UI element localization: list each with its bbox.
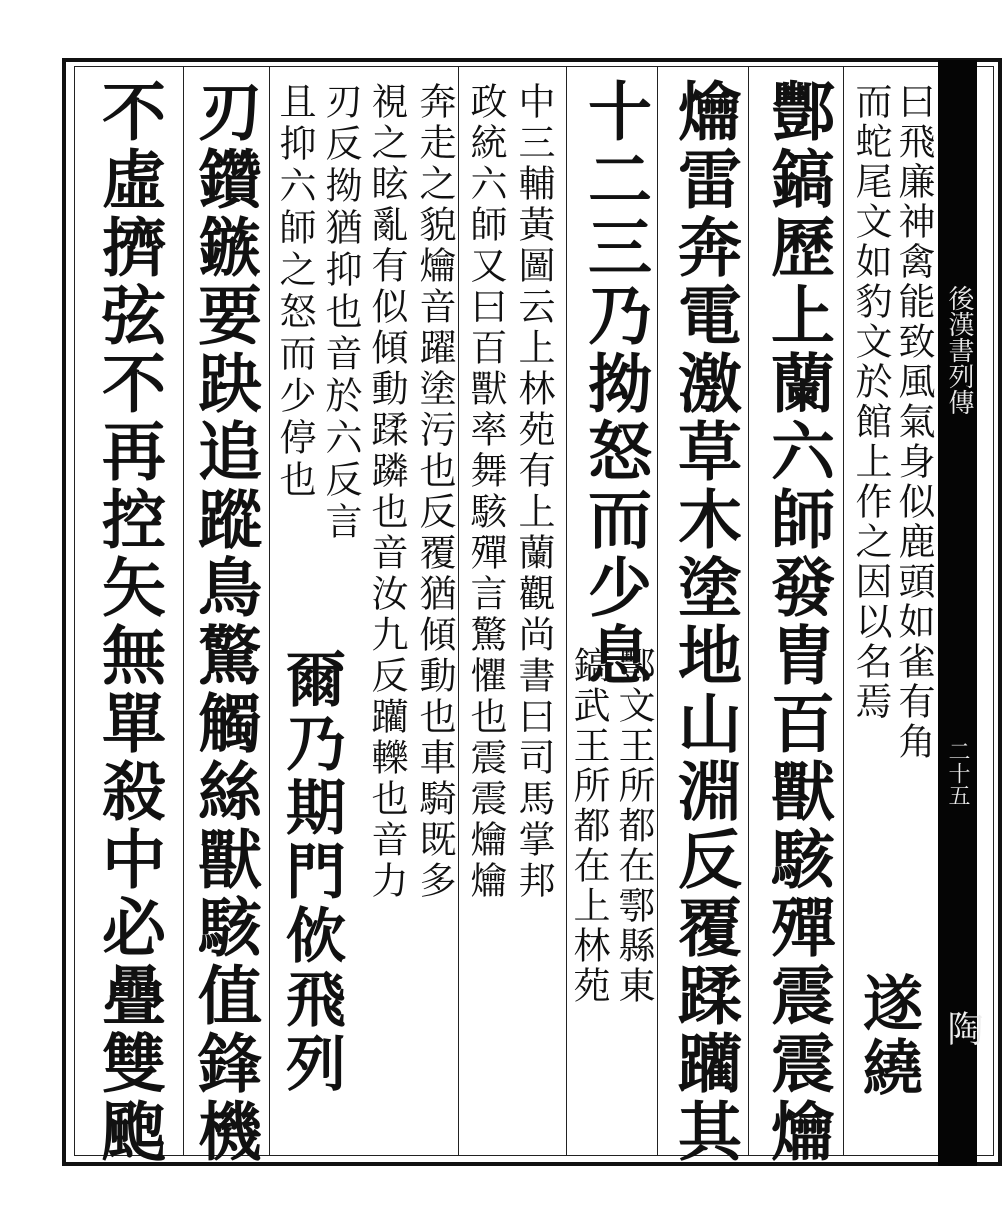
annotation-column: 曰飛廉神禽能致風氣身似鹿頭如雀有角 [892, 82, 935, 762]
annotation-column: 政統六師又曰百獸率舞駭殫言驚懼也震震爚爚 [464, 82, 507, 902]
main-text-column: 爾乃期門佽飛列 [276, 648, 346, 1096]
main-text-column: 不虛擠弦不再控矢無單殺中必疊雙颮 [91, 78, 166, 1166]
main-text-column: 酆鎬歷上蘭六師發胄百獸駭殫震震爚 [760, 78, 835, 1166]
main-text-column: 刃鑽鏃要趹追蹤鳥驚觸絲獸駭值鋒機 [187, 78, 262, 1166]
annotation-column: 酆文王所都在鄠縣東 [612, 646, 655, 1006]
column-rule [748, 66, 749, 1156]
annotation-column: 中三輔黃圖云上林苑有上蘭觀尚書曰司馬掌邦 [512, 82, 555, 902]
folio-number: 二十五 [945, 740, 970, 806]
annotation-column: 視之眩亂有似傾動蹂蹸也音汝九反躪轢也音力 [365, 82, 408, 902]
annotation-column: 而蛇尾文如豹文於館上作之因以名焉 [849, 82, 892, 722]
annotation-column: 奔走之貌爚音躍塗污也反覆猶傾動也車騎既多 [413, 82, 456, 902]
edge-fragment: 陶 [942, 1010, 983, 1046]
column-rule [269, 66, 270, 1156]
annotation-column: 刃反拗猶抑也音於六反言 [319, 82, 362, 544]
annotation-column: 且抑六師之怒而少停也 [273, 82, 316, 502]
binding-strip [938, 60, 977, 1166]
column-rule [657, 66, 658, 1156]
column-rule [843, 66, 844, 1156]
main-text-column: 遂繞 [853, 972, 923, 1100]
main-text-column: 爚雷奔電激草木塗地山淵反覆蹂躪其 [667, 78, 742, 1166]
main-text-column: 十二三乃拗怒而少息 [577, 78, 652, 690]
running-title: 後漢書列傳 [944, 285, 974, 415]
column-rule [458, 66, 459, 1156]
annotation-column: 鎬武王所都在上林苑 [567, 646, 610, 1006]
column-rule [183, 66, 184, 1156]
